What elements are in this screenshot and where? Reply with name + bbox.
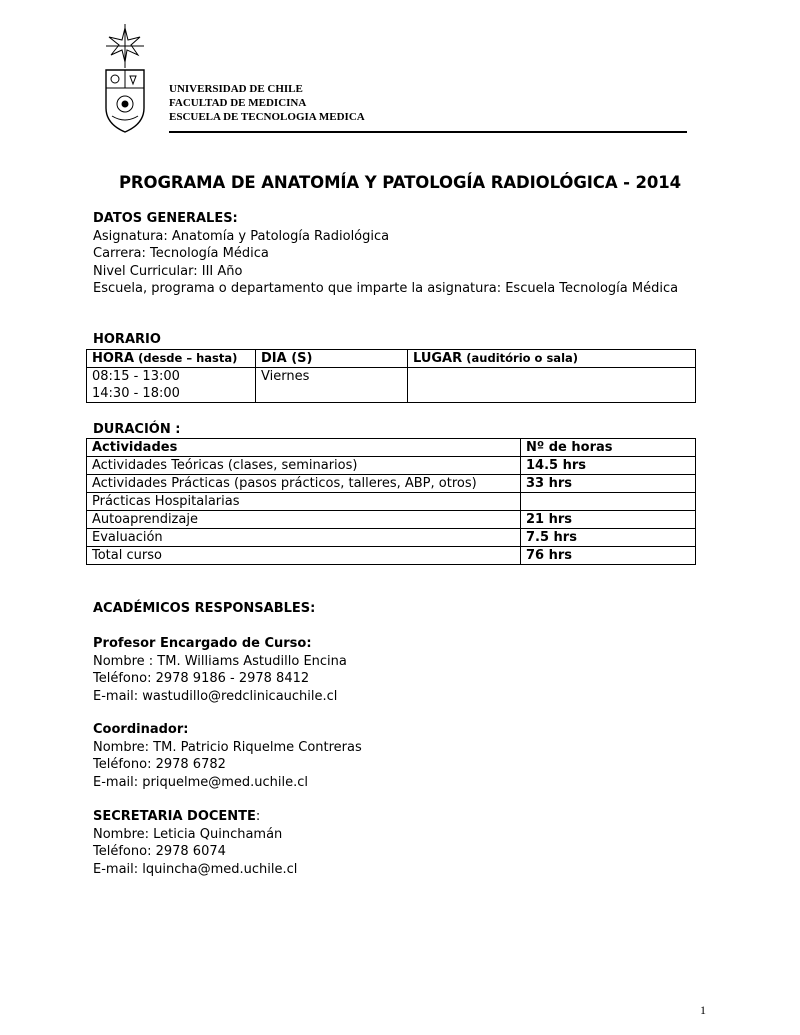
day-cell: Viernes [256,368,408,403]
table-row [87,511,696,529]
school-line: Escuela, programa o departamento que imparte la asignatura: Escuela Tecnología Médica [93,281,679,296]
professor-heading: Profesor Encargado de Curso: [93,636,312,651]
professor-phone: Teléfono: 2978 9186 - 2978 8412 [93,671,310,686]
school-name: ESCUELA DE TECNOLOGIA MEDICA [169,111,365,123]
hours-cell: 14.5 hrs [521,457,696,475]
hours-header: Nº de horas [521,439,696,457]
secretary-email: E-mail: lquincha@med.uchile.cl [93,861,298,877]
activity-cell: Actividades Prácticas (pasos prácticos, talleres, ABP, otros) [87,475,521,493]
activity-cell: Evaluación [87,529,521,547]
duration-table [86,438,696,565]
secretary-section [93,808,297,878]
university-name: UNIVERSIDAD DE CHILE [169,83,303,95]
general-data-section [93,210,678,298]
coordinator-phone: Teléfono: 2978 6782 [93,757,226,772]
secretary-name: Nombre: Leticia Quinchamán [93,826,283,842]
table-header-row [87,350,696,368]
career-line: Carrera: Tecnología Médica [93,246,269,261]
professor-section [93,635,347,705]
table-row [87,493,696,511]
hour-header: HORA (desde – hasta) [87,350,256,368]
secretary-heading: SECRETARIA DOCENTE: [93,809,261,824]
general-data-heading: DATOS GENERALES: [93,211,238,226]
coordinator-name: Nombre: TM. Patricio Riquelme Contreras [93,739,362,755]
schedule-heading: HORARIO [93,332,161,347]
hours-cell: 33 hrs [521,475,696,493]
institution-header [169,82,365,124]
hours-cell: 76 hrs [521,547,696,565]
hours-cell: 7.5 hrs [521,529,696,547]
place-header: LUGAR (auditório o sala) [408,350,696,368]
hours-cell: 21 hrs [521,511,696,529]
place-cell [408,368,696,403]
hours-cell [87,368,256,403]
subject-line: Asignatura: Anatomía y Patología Radiológica [93,228,390,244]
secretary-phone: Teléfono: 2978 6074 [93,844,226,859]
activities-header: Actividades [87,439,521,457]
page-number: 1 [700,1003,706,1017]
academics-heading: ACADÉMICOS RESPONSABLES: [93,601,316,616]
time-range: 14:30 - 18:00 [92,386,180,401]
activity-cell: Prácticas Hospitalarias [87,493,521,511]
university-crest-icon [100,24,150,134]
activity-cell: Total curso [87,547,521,565]
header-divider [169,131,687,133]
table-row [87,457,696,475]
faculty-name: FACULTAD DE MEDICINA [169,97,307,109]
table-row [87,475,696,493]
professor-email: E-mail: wastudillo@redclinicauchile.cl [93,688,338,704]
coordinator-section [93,721,362,791]
hours-cell [521,493,696,511]
table-row [87,547,696,565]
professor-name: Nombre : TM. Williams Astudillo Encina [93,653,347,669]
activity-cell: Autoaprendizaje [87,511,521,529]
day-header: DIA (S) [256,350,408,368]
level-line: Nivel Curricular: III Año [93,263,243,279]
duration-heading: DURACIÓN : [93,422,181,437]
time-range: 08:15 - 13:00 [92,369,180,384]
table-row [87,529,696,547]
table-row [87,368,696,403]
schedule-table [86,349,696,403]
coordinator-heading: Coordinador: [93,722,189,737]
page-title: PROGRAMA DE ANATOMÍA Y PATOLOGÍA RADIOLÓGICA - 2014 [118,173,682,192]
activity-cell: Actividades Teóricas (clases, seminarios) [87,457,521,475]
coordinator-email: E-mail: priquelme@med.uchile.cl [93,774,309,790]
table-header-row [87,439,696,457]
